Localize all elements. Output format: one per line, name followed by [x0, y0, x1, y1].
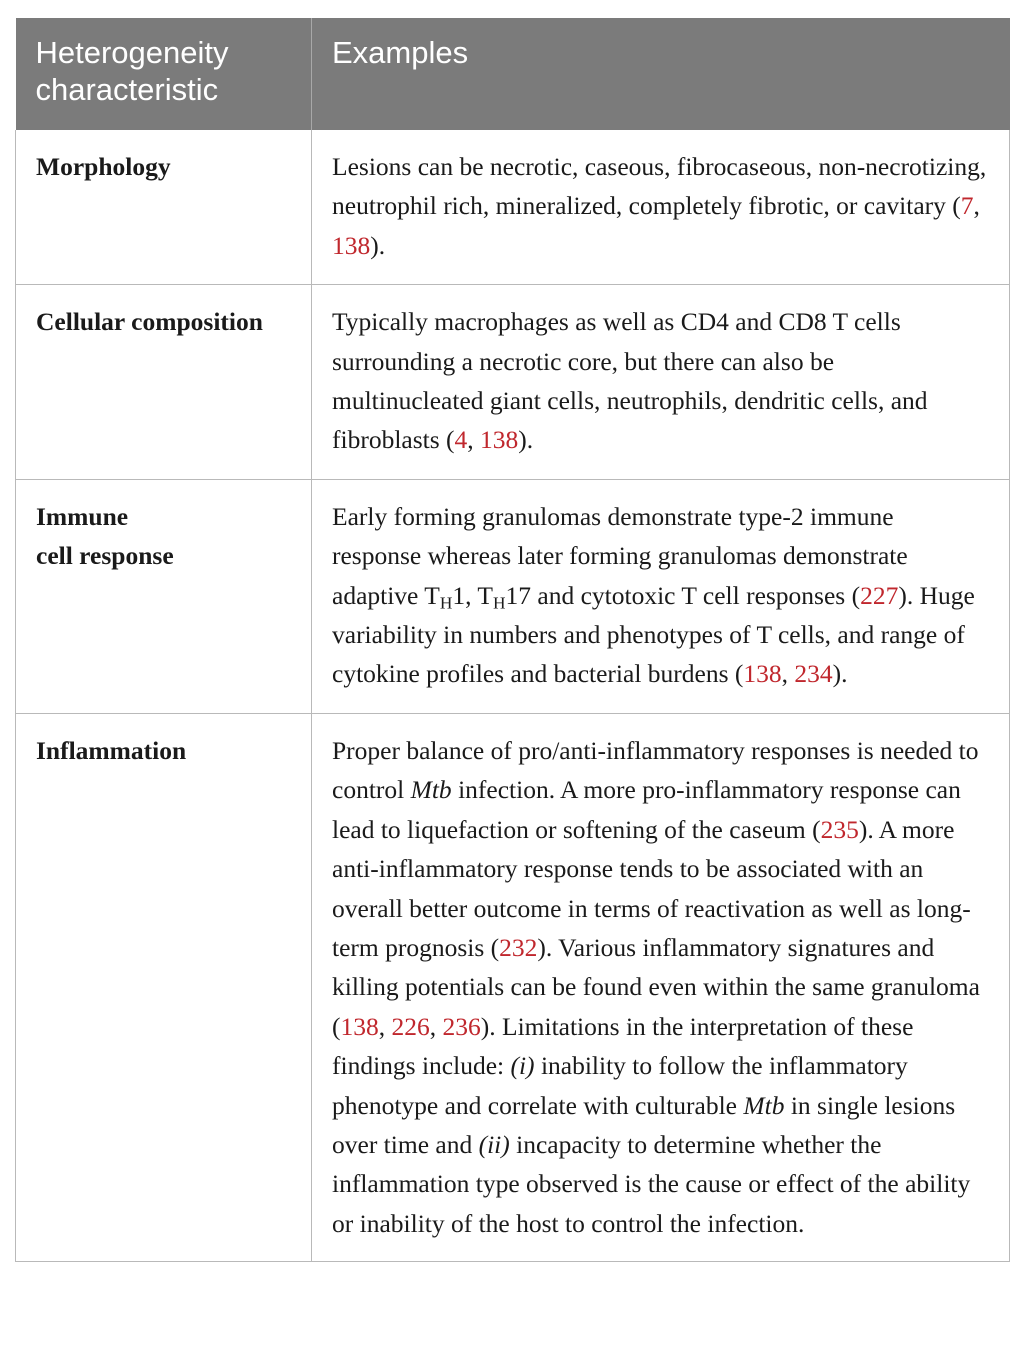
- header-characteristic-line1: Heterogeneity: [35, 35, 229, 70]
- citation-link[interactable]: 138: [480, 425, 519, 455]
- subscript: H: [439, 592, 453, 612]
- italic-term: (i): [510, 1051, 535, 1081]
- heterogeneity-table: [15, 18, 1010, 1262]
- examples-text: ,: [378, 1011, 392, 1041]
- italic-term: (ii): [478, 1129, 510, 1159]
- header-characteristic-line2: characteristic: [35, 72, 219, 107]
- examples-text: ). Various inflammatory signatures and killing potentials can be found even within the same granuloma (: [332, 932, 980, 1041]
- citation-link[interactable]: 236: [442, 1011, 481, 1041]
- examples-text: in single lesions over time and: [332, 1090, 956, 1159]
- citation-link[interactable]: 232: [499, 932, 538, 962]
- examples-text: Proper balance of pro/anti-inflammatory responses is needed to control: [332, 735, 979, 805]
- table-row: [16, 285, 1010, 480]
- citation-link[interactable]: 138: [743, 659, 782, 689]
- row-examples: Lesions can be necrotic, caseous, fibrocaseous, non-necrotizing, neutrophil rich, mineralized, completely fibrotic, or cavitary (7, 138).: [312, 130, 1010, 285]
- examples-text: Lesions can be necrotic, caseous, fibrocaseous, non-necrotizing, neutrophil rich, mineralized, completely fibrotic, or cavitary (: [332, 152, 987, 221]
- header-characteristic: [16, 18, 312, 130]
- row-characteristic: [16, 479, 312, 713]
- row-characteristic: Cellular composition: [16, 285, 312, 480]
- row-characteristic-line1: Immune: [36, 501, 129, 531]
- row-examples: [312, 713, 1010, 1261]
- examples-text: ). Limitations in the interpretation of these findings include:: [332, 1011, 914, 1081]
- italic-term: Mtb: [410, 775, 452, 805]
- examples-text: infection. A more pro-inflammatory response can lead to liquefaction or softening of the caseum (: [332, 775, 961, 844]
- examples-text: ).: [370, 230, 386, 260]
- table-header-row: [16, 18, 1010, 130]
- table-row: [16, 713, 1010, 1261]
- italic-term: Mtb: [743, 1090, 785, 1120]
- examples-text: ). Huge variability in numbers and phenotypes of T cells, and range of cytokine profiles and bacterial burdens (: [332, 580, 975, 689]
- examples-text: ).: [518, 425, 534, 455]
- row-characteristic: Inflammation: [16, 713, 312, 1261]
- examples-text: 1, T: [452, 580, 494, 610]
- row-examples: [312, 479, 1010, 713]
- citation-link[interactable]: 234: [794, 659, 833, 689]
- examples-text: ). A more anti-inflammatory response tends to be associated with an overall better outcome in terms of reactivation as well as long-term prognosis (: [332, 814, 971, 962]
- citation-link[interactable]: 235: [820, 814, 859, 844]
- citation-link[interactable]: 226: [391, 1011, 430, 1041]
- examples-text: ).: [832, 659, 848, 689]
- examples-text: ,: [429, 1011, 443, 1041]
- examples-text: Typically macrophages as well as CD4 and CD8 T cells surrounding a necrotic core, but there can also be multinucleated giant cells, neutrophils, dendritic cells, and fibroblasts (: [332, 307, 928, 455]
- citation-link[interactable]: 227: [860, 580, 899, 610]
- row-examples: Typically macrophages as well as CD4 and CD8 T cells surrounding a necrotic core, but there can also be multinucleated giant cells, neutrophils, dendritic cells, and fibroblasts (4, 138).: [312, 285, 1010, 480]
- examples-text: Early forming granulomas demonstrate type-2 immune response whereas later forming granulomas demonstrate adaptive T: [332, 501, 908, 610]
- row-characteristic: Morphology: [16, 130, 312, 285]
- examples-text: inability to follow the inflammatory phenotype and correlate with culturable: [332, 1051, 908, 1120]
- citation-link[interactable]: 138: [332, 230, 371, 260]
- table-row: [16, 479, 1010, 713]
- citation-link[interactable]: 7: [960, 191, 974, 221]
- table-row: [16, 130, 1010, 285]
- examples-text: incapacity to determine whether the inflammation type observed is the cause or effect of the ability or inability of the host to control the infection.: [332, 1129, 971, 1238]
- citation-link[interactable]: 138: [340, 1011, 379, 1041]
- examples-text: ,: [781, 659, 795, 689]
- header-examples: Examples: [312, 18, 1010, 130]
- row-characteristic-line2: cell response: [36, 541, 174, 571]
- examples-text: 17 and cytotoxic T cell responses (: [505, 580, 861, 610]
- subscript: H: [493, 592, 506, 612]
- citation-link[interactable]: 4: [454, 425, 468, 455]
